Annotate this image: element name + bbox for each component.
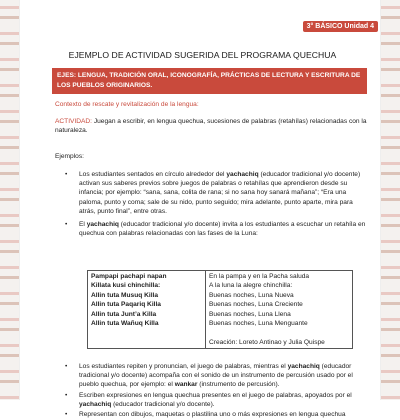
poem-table: [87, 270, 353, 349]
examples-heading: Ejemplos:: [55, 153, 84, 160]
list-item: [63, 220, 368, 238]
activity-text: Juegan a escribir, en lengua quechua, sucesiones de palabras (retahílas) relacionadas con la naturaleza.: [55, 118, 367, 135]
steps-list: [63, 362, 368, 420]
bullet-bold-term: yachachiq: [86, 221, 119, 228]
bullet-bold-term: yachachiq: [79, 400, 112, 408]
poem-line: Buenas noches, Luna Creciente: [209, 301, 303, 309]
list-item: [63, 170, 368, 220]
poem-line: Pampapi pachapi napan: [91, 273, 167, 280]
poem-spanish-column: [206, 271, 353, 349]
page-title: EJEMPLO DE ACTIVIDAD SUGERIDA DEL PROGRAMA QUECHUA: [68, 50, 337, 60]
bullet-text: Representan con dibujos, maquetas o plastilina uno o más expresiones en lengua quechua: [79, 411, 346, 419]
list-item: [63, 362, 368, 390]
bullet-bold-term: yachachiq: [226, 171, 259, 178]
poem-line: Allin tuta Musuq Killa: [91, 291, 159, 299]
poem-line: Buenas noches, Luna Llena: [209, 310, 291, 318]
list-item: [63, 391, 368, 409]
bullet-text: El: [79, 221, 87, 228]
ejes-line-1: EJES: LENGUA, TRADICIÓN ORAL, ICONOGRAFÍA, PRÁCTICAS DE LECTURA Y ESCRITURA DE: [57, 72, 361, 79]
bullet-bold-term: yachachiq: [287, 363, 320, 370]
bullet-text: (educador tradicional y/o docente).: [111, 400, 215, 408]
decorative-left-border: [0, 0, 20, 400]
poem-line: Buenas noches, Luna Menguante: [209, 319, 308, 327]
ejes-line-2: LOS PUEBLOS ORIGINARIOS.: [57, 81, 153, 89]
activity-description: [55, 117, 367, 135]
bullet-text: Escriben expresiones en lengua quechua presentes en el juego de palabras, apoyados por el: [79, 391, 352, 399]
bullet-text: Los estudiantes repiten y pronuncian, el juego de palabras, mientras el: [79, 363, 288, 370]
table-row: [88, 271, 353, 349]
poem-line: A la luna la alegre chinchilla:: [209, 282, 293, 290]
poem-line: Allin tuta Wañuq Killa: [91, 319, 159, 327]
poem-line: En la pampa y en la Pacha saluda: [209, 273, 310, 280]
poem-line: Allin tuta Junt’a Killa: [91, 310, 157, 318]
grade-unit-badge: 3° BÁSICO Unidad 4: [303, 21, 378, 32]
poem-credit: Creación: Loreto Antinao y Julia Quispe: [209, 338, 325, 346]
list-item: [63, 410, 368, 419]
bullet-bold-term: wankar: [174, 381, 198, 389]
bullet-text: (educador tradicional y/o docente) activan sus saberes previos sobre juegos de palabras o retahílas que aprendieron desde su infancia; por ejemplo: “sana, sana, colita de rana; si no sana hoy sanará mañana”; “Era una paloma, punto y coma; sale de su nido, punto seguido; mira adelante, punto aparte, mira para atrás, punto final”, entre otras.: [79, 171, 361, 215]
decorative-right-border: [380, 0, 400, 400]
examples-list: [63, 170, 368, 238]
context-subheading: Contexto de rescate y revitalización de la lengua:: [55, 101, 199, 108]
poem-quechua-column: [88, 271, 206, 349]
poem-line: Buenas noches, Luna Nueva: [209, 291, 294, 299]
bullet-text: (educador tradicional y/o docente) invita a los estudiantes a escuchar un retahíla en quechua con palabras relacionadas con las fases de la Luna:: [79, 221, 366, 238]
ejes-banner: [52, 68, 367, 94]
poem-line: Allin tuta Paqariq Killa: [91, 301, 161, 309]
bullet-text: Los estudiantes sentados en círculo alrededor del: [79, 171, 227, 178]
poem-line: Killata kusi chinchilla:: [91, 282, 161, 290]
activity-label: ACTIVIDAD:: [55, 118, 93, 125]
bullet-text: (educador tradicional y/o docente) acompaña con el sonido de un instrumento de percusión usado por el pueblo quechua, por ejemplo: el: [79, 363, 353, 389]
bullet-text: (instrumento de percusión).: [197, 381, 280, 389]
